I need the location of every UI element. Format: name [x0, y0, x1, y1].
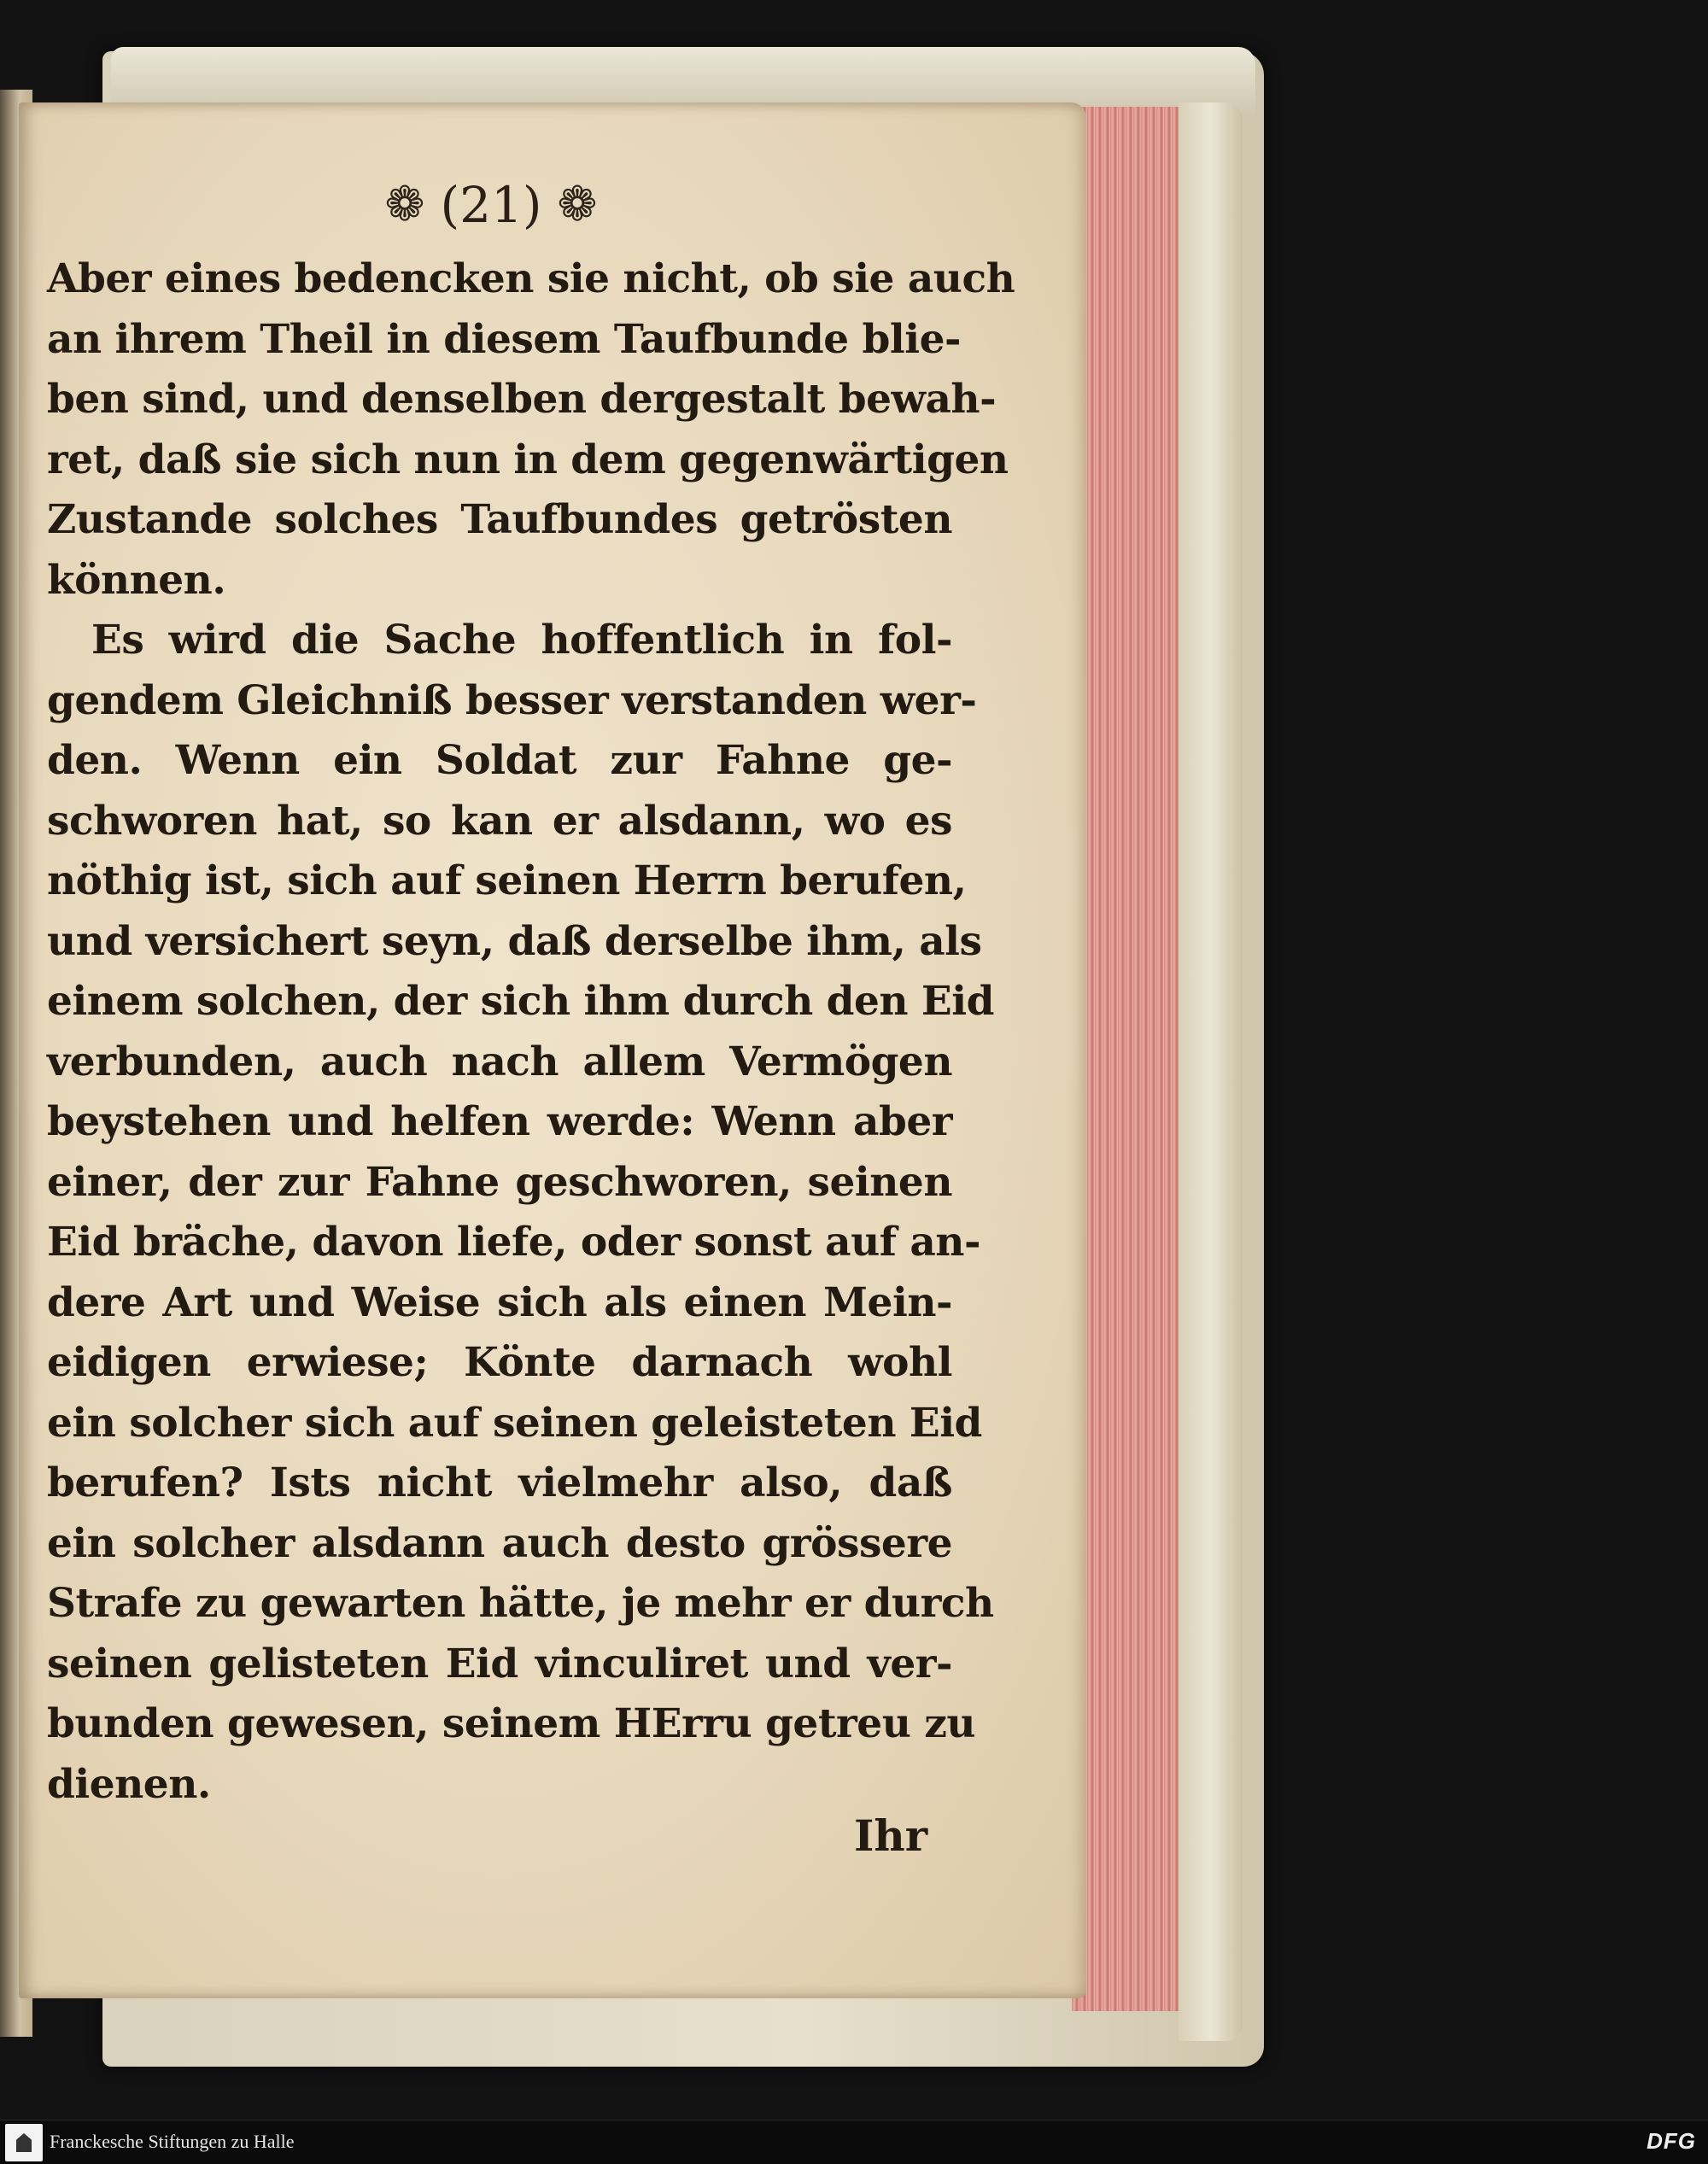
page-number: (21)	[440, 176, 542, 234]
flower-ornament-icon: ❁	[384, 177, 425, 232]
text-line: Eid bräche, davon liefe, oder sonst auf an-	[47, 1219, 980, 1266]
text-line: seinen gelisteten Eid vinculiret und ver-	[47, 1640, 952, 1687]
catchword: Ihr	[854, 1810, 928, 1861]
text-line: den. Wenn ein Soldat zur Fahne ge-	[47, 737, 952, 784]
text-line: eidigen erwiese; Könte darnach wohl	[47, 1339, 952, 1386]
franckesche-stiftungen-logo-icon	[5, 2124, 43, 2161]
text-line: ein solcher sich auf seinen geleisteten Eid	[47, 1399, 982, 1447]
text-line: ret, daß sie sich nun in dem gegenwärtigen	[47, 436, 1009, 483]
text-line: ben sind, und denselben dergestalt bewah-	[47, 376, 997, 423]
text-line: können.	[47, 556, 226, 604]
text-line: einem solchen, der sich ihm durch den Eid	[47, 978, 994, 1025]
text-line: dienen.	[47, 1760, 211, 1808]
text-line: gendem Gleichniß besser verstanden wer-	[47, 676, 977, 724]
text-line: Aber eines bedencken sie nicht, ob sie auch	[47, 255, 1015, 302]
text-line: Zustande solches Taufbundes getrösten	[47, 496, 952, 543]
footer-bar	[0, 2120, 1708, 2164]
text-line: nöthig ist, sich auf seinen Herrn berufen,	[47, 857, 967, 904]
text-line: beystehen und helfen werde: Wenn aber	[47, 1098, 952, 1145]
text-line: einer, der zur Fahne geschworen, seinen	[47, 1158, 952, 1206]
text-line: Strafe zu gewarten hätte, je mehr er durch	[47, 1580, 994, 1627]
text-line: und versichert seyn, daß derselbe ihm, als	[47, 917, 982, 965]
text-line: dere Art und Weise sich als einen Mein-	[47, 1278, 952, 1326]
text-line: bunden gewesen, seinem HErru getreu zu	[47, 1700, 976, 1747]
red-page-edges	[1072, 107, 1187, 2011]
page-header	[337, 175, 645, 235]
dfg-logo: DFG	[1647, 2128, 1696, 2154]
text-line: Es wird die Sache hoffentlich in fol-	[91, 617, 952, 664]
flower-ornament-icon: ❁	[557, 177, 598, 232]
institution-credit: Franckesche Stiftungen zu Halle	[50, 2131, 295, 2152]
text-line: an ihrem Theil in diesem Taufbunde blie-	[47, 315, 961, 363]
text-line: berufen? Ists nicht vielmehr also, daß	[47, 1459, 952, 1506]
text-line: schworen hat, so kan er alsdann, wo es	[47, 797, 952, 845]
text-line: verbunden, auch nach allem Vermögen	[47, 1038, 952, 1085]
text-line: ein solcher alsdann auch desto grössere	[47, 1519, 952, 1567]
body-text	[47, 249, 1015, 1815]
cover-flap	[1179, 102, 1243, 2041]
